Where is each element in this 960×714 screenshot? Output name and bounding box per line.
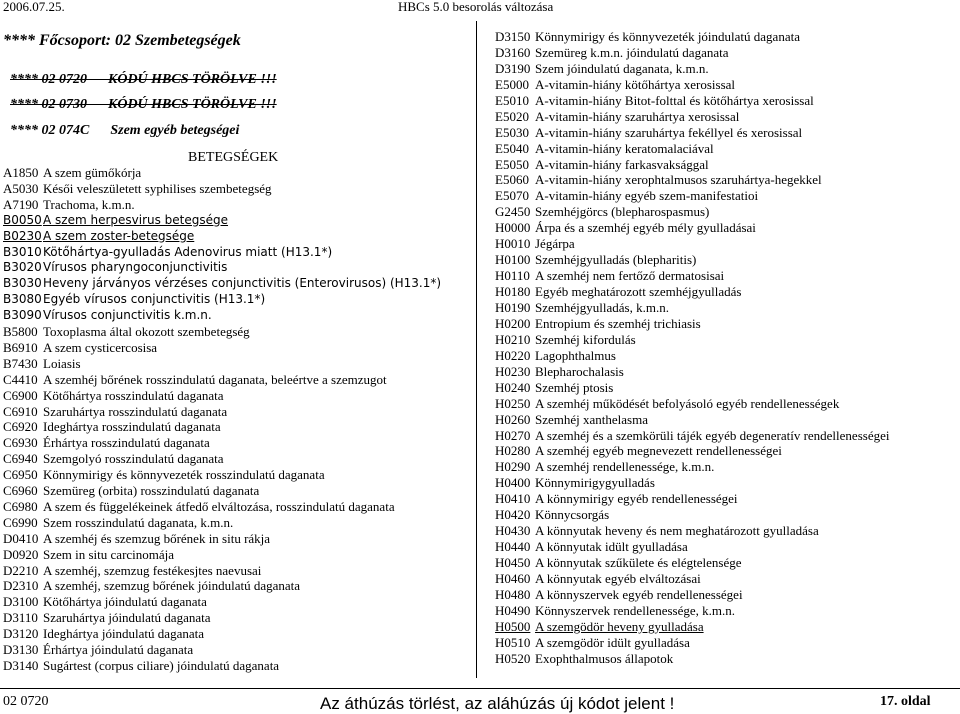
entry-code: C6990 — [3, 514, 38, 530]
entry-code: H0110 — [495, 268, 530, 284]
code-entry — [3, 531, 270, 547]
code-entry — [3, 499, 395, 515]
entry-code: D3160 — [495, 44, 531, 60]
code-entry — [495, 204, 709, 220]
entry-label: A-vitamin-hiány xerophtalmusos szaruhártya-hegekkel — [535, 172, 822, 188]
entry-label: Egyéb meghatározott szemhéjgyulladás — [535, 284, 742, 300]
code-entry — [3, 260, 227, 276]
entry-label: Kötőhártya rosszindulatú daganata — [43, 387, 224, 403]
code-entry — [3, 594, 207, 610]
entry-label: A könnyutak szűkülete és elégtelensége — [535, 555, 742, 571]
entry-code: A1850 — [3, 165, 39, 180]
entry-code: H0100 — [495, 252, 531, 268]
code-entry — [495, 236, 575, 252]
code-entry — [495, 61, 709, 77]
code-entry — [3, 292, 265, 308]
entry-label: A könnyutak egyéb elváltozásai — [535, 570, 701, 586]
entry-code: B5800 — [3, 324, 38, 339]
entry-label: Szemüreg k.m.n. jóindulatú daganata — [535, 44, 729, 60]
code-entry — [495, 93, 814, 109]
code-entry — [3, 308, 212, 324]
entry-code: E5010 — [495, 92, 529, 108]
page-number: 17. oldal — [880, 694, 931, 709]
entry-code: B3090 — [3, 308, 42, 323]
code-entry — [3, 213, 228, 229]
footer-legend: Az áthúzás törlést, az aláhúzás új kódot jelent ! — [320, 694, 675, 713]
code-entry — [495, 125, 802, 141]
entry-code: G2450 — [495, 204, 531, 220]
entry-label: Szemhéjgyulladás (blepharitis) — [535, 252, 697, 268]
code-entry — [495, 555, 742, 571]
entry-label: Kötőhártya jóindulatú daganata — [43, 594, 207, 610]
entry-code: D2210 — [3, 562, 39, 578]
entry-code: H0430 — [495, 523, 531, 539]
entry-label: A szem és függelékeinek átfedő elváltozása, rosszindulatú daganata — [43, 498, 395, 514]
entry-label: Könnyszervek rendellenessége, k.m.n. — [535, 602, 735, 618]
entry-code: D3140 — [3, 657, 39, 673]
code-entry — [495, 45, 729, 61]
code-entry — [495, 443, 782, 459]
code-entry — [495, 252, 696, 268]
entry-label: A szem zoster-betegsége — [43, 228, 195, 243]
code-entry — [3, 324, 250, 340]
code-entry — [495, 316, 701, 332]
entry-label: Érhártya rosszindulatú daganata — [43, 435, 210, 451]
entry-code: H0210 — [495, 331, 531, 347]
entry-code: H0240 — [495, 379, 531, 395]
entry-code: C6900 — [3, 387, 38, 403]
entry-code: H0000 — [495, 220, 531, 236]
entry-code: H0450 — [495, 555, 531, 571]
code-entry — [495, 348, 616, 364]
entry-label: A szemhéj nem fertőző dermatosisai — [535, 268, 725, 284]
entry-label: Szemhéjgyulladás, k.m.n. — [535, 299, 669, 315]
entry-label: Ideghártya rosszindulatú daganata — [43, 419, 221, 435]
entry-label: Lagophthalmus — [535, 347, 616, 363]
entry-code: D3130 — [3, 642, 39, 657]
entry-code: H0270 — [495, 427, 531, 443]
section-heading: BETEGSÉGEK — [188, 150, 279, 165]
entry-label: A szemhéj működését befolyásoló egyéb rendellenességek — [535, 395, 840, 411]
entry-label: A szem herpesvirus betegsége — [43, 212, 229, 227]
code-entry — [3, 197, 135, 213]
entry-label: A szemgödör heveny gyulladása — [535, 618, 704, 634]
code-entry — [3, 435, 210, 451]
entry-label: Könnymirigy és könnyvezeték rosszindulatú daganata — [43, 467, 325, 483]
deleted-hbcs-line: **** 02 0720 KÓDÚ HBCS TÖRÖLVE !!! — [10, 72, 277, 87]
entry-label: A szemhéj, szemzug bőrének jóindulatú daganata — [43, 578, 301, 594]
entry-label: A-vitamin-hiány Bitot-folttal és kötőhártya xerosissal — [535, 92, 814, 108]
entry-code: H0280 — [495, 443, 531, 459]
entry-label: Jégárpa — [535, 236, 575, 252]
entry-label: Szemüreg (orbita) rosszindulatú daganata — [43, 483, 260, 498]
entry-label: Vírusos conjunctivitis k.m.n. — [43, 308, 212, 323]
code-entry — [3, 340, 157, 356]
code-entry — [495, 141, 714, 157]
entry-label: A-vitamin-hiány farkasvaksággal — [535, 156, 709, 172]
entry-label: A könnyszervek egyéb rendellenességei — [535, 586, 743, 602]
entry-code: H0420 — [495, 507, 531, 523]
entry-label: A-vitamin-hiány szaruhártya fekéllyel és xerosissal — [535, 124, 803, 140]
code-entry — [3, 245, 332, 261]
code-entry — [495, 412, 648, 428]
entry-code: H0520 — [495, 650, 531, 666]
entry-label: A-vitamin-hiány szaruhártya xerosissal — [535, 108, 740, 124]
entry-code: E5020 — [495, 108, 529, 124]
entry-label: A szemhéj és szemzug bőrének in situ rákja — [43, 530, 271, 546]
entry-label: Blepharochalasis — [535, 363, 624, 379]
entry-code: C6960 — [3, 483, 38, 498]
entry-code: E5060 — [495, 172, 529, 188]
entry-label: A szemhéj bőrének rosszindulatú daganata, beleértve a szemzugot — [43, 371, 387, 387]
code-entry — [3, 404, 227, 420]
entry-label: A szemgödör idült gyulladása — [535, 634, 690, 650]
entry-label: Heveny járványos vérzéses conjunctivitis (Enterovirusos) (H13.1*) — [43, 276, 442, 291]
entry-code: D3120 — [3, 626, 39, 642]
entry-label: A szem gümőkórja — [43, 165, 142, 180]
code-entry — [3, 356, 81, 372]
entry-label: Késői veleszületett syphilises szembetegség — [43, 180, 272, 196]
code-entry — [495, 172, 822, 188]
entry-code: D3100 — [3, 594, 39, 610]
entry-label: Loiasis — [43, 355, 81, 371]
entry-code: D0920 — [3, 546, 39, 562]
code-entry — [495, 491, 738, 507]
entry-label: Vírusos pharyngoconjunctivitis — [43, 260, 228, 275]
entry-code: H0190 — [495, 299, 531, 315]
entry-code: H0410 — [495, 491, 531, 507]
entry-code: A7190 — [3, 196, 39, 212]
entry-code: D3150 — [495, 29, 531, 44]
entry-code: D3110 — [3, 610, 38, 626]
entry-code: H0010 — [495, 236, 531, 252]
code-entry — [495, 619, 704, 635]
entry-label: Szemhéj kifordulás — [535, 331, 636, 347]
entry-code: H0480 — [495, 586, 531, 602]
code-entry — [3, 165, 141, 181]
entry-label: Ideghártya jóindulatú daganata — [43, 626, 204, 642]
entry-label: A szem cysticercosisa — [43, 339, 158, 355]
entry-label: Szemhéjgörcs (blepharospasmus) — [535, 204, 710, 220]
entry-label: Szem rosszindulatú daganata, k.m.n. — [43, 514, 234, 530]
entry-code: A5030 — [3, 180, 39, 196]
entry-label: Árpa és a szemhéj egyéb mély gyulladásai — [535, 220, 756, 236]
entry-code: H0200 — [495, 315, 531, 331]
code-entry — [495, 188, 758, 204]
entry-label: A könnymirigy egyéb rendellenességei — [535, 491, 738, 507]
entry-code: B6910 — [3, 339, 38, 355]
code-entry — [495, 300, 669, 316]
entry-code: H0400 — [495, 475, 531, 491]
code-entry — [495, 603, 735, 619]
main-group-heading: **** Főcsoport: 02 Szembetegségek — [3, 32, 241, 49]
code-entry — [495, 77, 735, 93]
entry-label: A szemhéj, szemzug festékesjtes naevusai — [43, 562, 262, 578]
footer-rule — [0, 688, 960, 689]
entry-code: C6950 — [3, 467, 38, 483]
code-entry — [495, 475, 655, 491]
deleted-hbcs-line: **** 02 0730 KÓDÚ HBCS TÖRÖLVE !!! — [10, 97, 277, 112]
entry-code: H0500 — [495, 618, 531, 634]
code-entry — [495, 109, 739, 125]
code-entry — [3, 626, 204, 642]
entry-code: B7430 — [3, 355, 38, 371]
code-entry — [3, 658, 279, 674]
entry-code: H0220 — [495, 347, 531, 363]
entry-label: Toxoplasma által okozott szembetegség — [43, 324, 250, 339]
code-entry — [495, 284, 741, 300]
code-entry — [3, 563, 261, 579]
code-entry — [3, 483, 259, 499]
code-entry — [495, 380, 613, 396]
entry-code: C4410 — [3, 371, 38, 387]
code-entry — [3, 388, 224, 404]
entry-code: C6920 — [3, 419, 38, 435]
entry-label: Könnycsorgás — [535, 507, 610, 523]
entry-code: H0490 — [495, 602, 531, 618]
entry-label: Szemhéj xanthelasma — [535, 411, 648, 427]
code-entry — [495, 635, 690, 651]
code-entry — [495, 539, 688, 555]
code-entry — [495, 507, 609, 523]
entry-code: C6980 — [3, 498, 38, 514]
entry-code: B3030 — [3, 276, 42, 291]
entry-code: B3020 — [3, 260, 42, 275]
entry-label: A könnyutak idült gyulladása — [535, 539, 688, 555]
entry-code: E5070 — [495, 188, 529, 204]
entry-code: B0050 — [3, 212, 42, 227]
entry-code: D0410 — [3, 530, 39, 546]
entry-label: Könnymirigygyulladás — [535, 475, 655, 491]
code-entry — [495, 29, 800, 45]
code-entry — [3, 451, 224, 467]
entry-label: Szemgolyó rosszindulatú daganata — [43, 451, 224, 467]
entry-label: A-vitamin-hiány keratomalaciával — [535, 140, 714, 156]
code-entry — [3, 229, 194, 245]
code-entry — [3, 610, 211, 626]
code-entry — [495, 268, 724, 284]
entry-label: A szemhéj egyéb megnevezett rendellenességei — [535, 443, 782, 459]
entry-label: Trachoma, k.m.n. — [43, 196, 135, 212]
entry-label: Egyéb vírusos conjunctivitis (H13.1*) — [43, 292, 266, 307]
code-entry — [495, 651, 673, 667]
entry-label: A szemhéj rendellenessége, k.m.n. — [535, 459, 715, 475]
entry-code: E5040 — [495, 140, 529, 156]
entry-label: Sugártest (corpus ciliare) jóindulatú daganata — [43, 657, 280, 673]
entry-label: Szaruhártya rosszindulatú daganata — [43, 403, 228, 419]
entry-label: Szem in situ carcinomája — [43, 546, 175, 562]
entry-label: A-vitamin-hiány kötőhártya xerosissal — [535, 76, 736, 92]
code-entry — [3, 467, 325, 483]
entry-label: Kötőhártya-gyulladás Adenovirus miatt (H13.1*) — [43, 244, 333, 259]
entry-label: Szaruhártya jóindulatú daganata — [43, 610, 211, 626]
entry-code: D2310 — [3, 578, 39, 594]
entry-label: Szemhéj ptosis — [535, 379, 614, 395]
entry-code: E5030 — [495, 124, 529, 140]
subgroup-heading: **** 02 074C Szem egyéb betegségei — [10, 123, 240, 138]
code-entry — [3, 515, 233, 531]
entry-code: C6910 — [3, 403, 38, 419]
entry-code: H0260 — [495, 411, 531, 427]
code-entry — [495, 332, 636, 348]
code-entry — [3, 276, 441, 292]
code-entry — [495, 396, 839, 412]
column-separator — [476, 21, 477, 678]
entry-code: E5050 — [495, 156, 529, 172]
code-entry — [3, 578, 300, 594]
entry-code: H0230 — [495, 363, 531, 379]
entry-code: H0180 — [495, 284, 531, 300]
entry-code: H0460 — [495, 570, 531, 586]
entry-code: C6940 — [3, 451, 38, 467]
entry-code: H0440 — [495, 539, 531, 555]
entry-code: B3010 — [3, 244, 42, 259]
page-header-title: HBCs 5.0 besorolás változása — [398, 0, 554, 14]
code-entry — [495, 157, 709, 173]
code-entry — [495, 428, 889, 444]
code-entry — [495, 571, 701, 587]
footer-code: 02 0720 — [3, 694, 49, 709]
entry-code: D3190 — [495, 60, 531, 76]
entry-code: C6930 — [3, 435, 38, 451]
code-entry — [3, 419, 221, 435]
entry-label: Entropium és szemhéj trichiasis — [535, 315, 701, 331]
code-entry — [495, 364, 624, 380]
entry-code: H0250 — [495, 395, 531, 411]
code-entry — [495, 459, 714, 475]
code-entry — [3, 372, 387, 388]
code-entry — [3, 547, 174, 563]
entry-code: H0290 — [495, 459, 531, 475]
entry-label: Érhártya jóindulatú daganata — [43, 642, 194, 657]
entry-code: H0510 — [495, 634, 531, 650]
entry-code: B0230 — [3, 228, 42, 243]
entry-label: A-vitamin-hiány egyéb szem-manifestatioi — [535, 188, 759, 204]
entry-label: Szem jóindulatú daganata, k.m.n. — [535, 60, 709, 76]
entry-code: E5000 — [495, 76, 529, 92]
code-entry — [3, 181, 272, 197]
page-date: 2006.07.25. — [3, 0, 65, 14]
code-entry — [495, 587, 743, 603]
code-entry — [3, 642, 193, 658]
code-entry — [495, 220, 756, 236]
entry-label: A szemhéj és a szemkörüli tájék egyéb degeneratív rendellenességei — [535, 427, 890, 443]
entry-label: Könnymirigy és könnyvezeték jóindulatú daganata — [535, 29, 800, 44]
entry-label: Exophthalmusos állapotok — [535, 650, 674, 666]
entry-code: B3080 — [3, 292, 42, 307]
code-entry — [495, 523, 819, 539]
entry-label: A könnyutak heveny és nem meghatározott gyulladása — [535, 523, 819, 539]
